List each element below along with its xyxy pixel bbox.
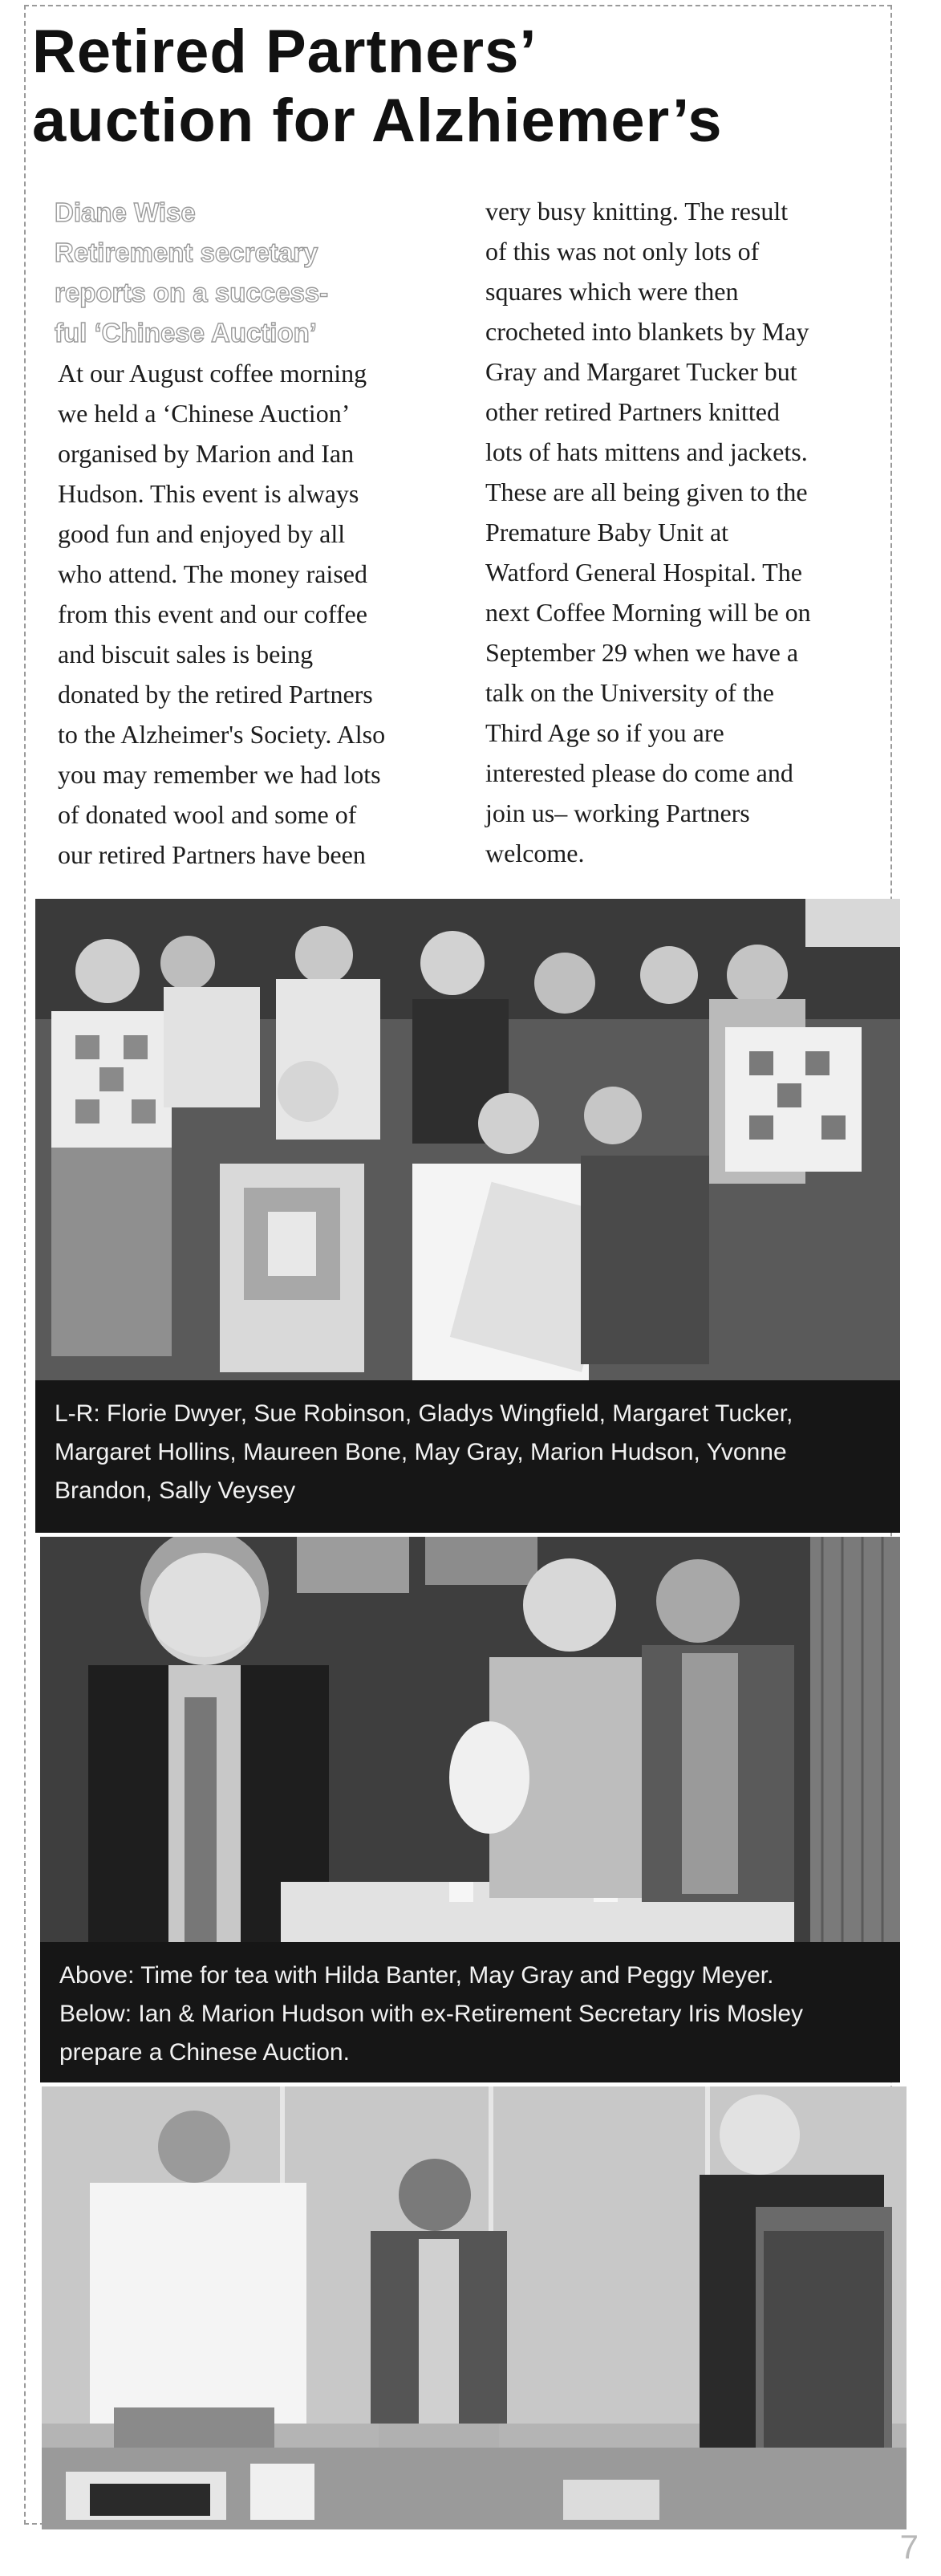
body-line: lots of hats mittens and jackets. [485, 437, 808, 466]
body-line: Third Age so if you are [485, 718, 724, 747]
body-line: Hudson. This event is always [58, 479, 359, 508]
body-line: organised by Marion and Ian [58, 439, 355, 468]
caption-line: Above: Time for tea with Hilda Banter, May Gray and Peggy Meyer. [59, 1962, 774, 1989]
article-headline [32, 18, 898, 156]
standfirst-line: ful ‘Chinese Auction’ [55, 318, 317, 347]
body-line: crocheted into blankets by May [485, 317, 809, 346]
body-line: welcome. [485, 839, 585, 867]
body-line: interested please do come and [485, 758, 793, 787]
caption-line: Below: Ian & Marion Hudson with ex-Retirement Secretary Iris Mosley [59, 2001, 804, 2027]
headline-line: Retired Partners’ [32, 18, 537, 86]
body-line: next Coffee Morning will be on [485, 598, 811, 627]
body-line: Premature Baby Unit at [485, 518, 729, 546]
body-line: our retired Partners have been [58, 840, 366, 869]
body-line: talk on the University of the [485, 678, 774, 707]
body-line: These are all being given to the [485, 477, 808, 506]
body-line: very busy knitting. The result [485, 197, 789, 226]
standfirst-line: Retirement secretary [55, 238, 318, 267]
body-line: of this was not only lots of [485, 237, 760, 266]
body-line: we held a ‘Chinese Auction’ [58, 399, 351, 428]
article-body-left-column [58, 353, 459, 875]
body-line: Watford General Hospital. The [485, 558, 802, 587]
body-line: you may remember we had lots [58, 760, 381, 789]
body-line: from this event and our coffee [58, 599, 367, 628]
body-line: to the Alzheimer's Society. Also [58, 720, 386, 749]
photo-caption [40, 1942, 900, 2082]
photo-caption [35, 1380, 900, 1533]
body-line: At our August coffee morning [58, 359, 367, 388]
body-line: join us– working Partners [485, 798, 750, 827]
caption-line: Brandon, Sally Veysey [55, 1477, 296, 1504]
headline-line: auction for Alzhiemer’s [32, 87, 723, 155]
body-line: of donated wool and some of [58, 800, 357, 829]
caption-line: Margaret Hollins, Maureen Bone, May Gray, Marion Hudson, Yvonne [55, 1439, 787, 1465]
auction-preparation-photo [42, 2086, 907, 2529]
standfirst-line: Diane Wise [55, 197, 196, 227]
page-number: 7 [899, 2528, 919, 2566]
caption-line: prepare a Chinese Auction. [59, 2039, 350, 2066]
caption-line: L-R: Florie Dwyer, Sue Robinson, Gladys Wingfield, Margaret Tucker, [55, 1400, 793, 1427]
article-body-right-column [485, 191, 894, 873]
body-line: and biscuit sales is being [58, 640, 314, 668]
standfirst-line: reports on a success- [55, 278, 329, 307]
tea-photo [40, 1537, 900, 1942]
body-line: September 29 when we have a [485, 638, 799, 667]
body-line: who attend. The money raised [58, 559, 367, 588]
group-photo-knitted-blankets [35, 899, 900, 1380]
body-line: squares which were then [485, 277, 739, 306]
body-line: donated by the retired Partners [58, 680, 373, 709]
body-line: other retired Partners knitted [485, 397, 780, 426]
body-line: Gray and Margaret Tucker but [485, 357, 797, 386]
body-line: good fun and enjoyed by all [58, 519, 346, 548]
article-standfirst [55, 193, 456, 353]
